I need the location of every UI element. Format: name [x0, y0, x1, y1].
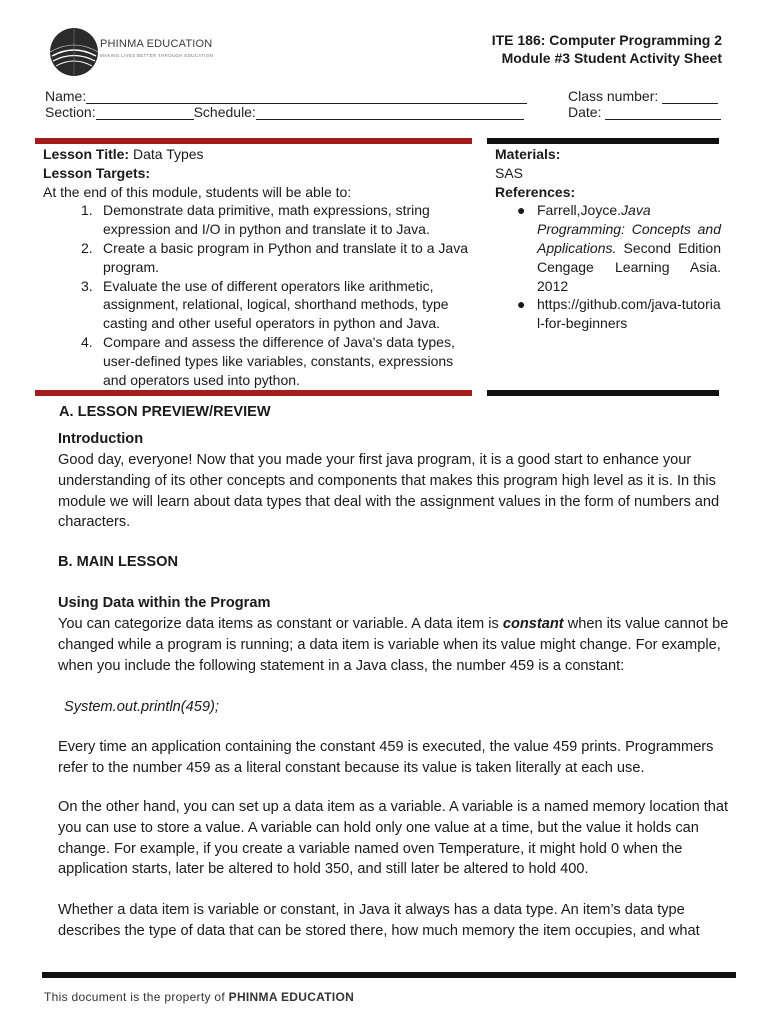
date-label: Date:	[568, 104, 602, 120]
paragraph-constant: You can categorize data items as constant or variable. A data item is constant when its value cannot be changed while a program is running; a data item is variable when its value might change. For example, when you include the following statement in a Java class, the number 459 is a constant:	[58, 616, 729, 674]
module-title: Module #3 Student Activity Sheet	[501, 50, 722, 66]
intro-heading: Introduction	[58, 431, 144, 447]
class-number-line[interactable]	[662, 89, 718, 104]
list-item: ● Farrell,Joyce.Java Programming: Concepts and Applications. Second Edition Cengage Learning Asia. 2012	[517, 202, 721, 294]
section-line[interactable]	[96, 105, 194, 120]
paragraph-literal: Every time an application containing the constant 459 is executed, the value 459 prints. Programmers refer to the number 459 as a literal constant because its value is taken literally at each use.	[58, 739, 714, 776]
logo-name: PHINMA EDUCATION	[100, 38, 213, 50]
paragraph-variable: On the other hand, you can set up a data item as a variable. A variable is a named memory location that you can use to store a value. A variable can hold only one value at a time, but the value it holds can change. For example, if you create a variable named oven Temperature, it might hold 0 when the application starts, later be altered to hold 350, and still later be altered to hold 400.	[58, 799, 729, 878]
bottom-black-bar	[487, 390, 719, 396]
section-label: Section:	[45, 104, 96, 120]
materials-label: Materials:	[495, 146, 561, 162]
list-item: 3. Evaluate the use of different operators like arithmetic, assignment, relational, logical, shorthand methods, type casting and other useful operators in python and Java.	[81, 277, 449, 332]
list-item[interactable]: ● https://github.com/java-tutorial-for-beginners	[517, 296, 721, 332]
references-label: References:	[495, 183, 576, 200]
lesson-info	[43, 145, 473, 389]
logo-tagline: MAKING LIVES BETTER THROUGH EDUCATION	[100, 53, 214, 58]
materials-info	[495, 145, 721, 333]
list-item: 4. Compare and assess the difference of Java's data types, user-defined types like variables, constants, expressions and operators used into python.	[81, 333, 455, 388]
top-red-bar	[35, 138, 472, 144]
list-item: 2. Create a basic program in Python and translate it to a Java program.	[81, 239, 468, 275]
using-data-heading: Using Data within the Program	[58, 595, 271, 611]
section-b-heading: B. MAIN LESSON	[58, 554, 178, 570]
intro-paragraph: Good day, everyone! Now that you made your first java program, it is a good start to enhance your understanding of its other concepts and components that makes this program high level as it is. In this module we will learn about data types that deal with the assignment values in the form of numbers and characters.	[58, 452, 720, 531]
schedule-label: Schedule:	[193, 104, 256, 120]
lesson-intro: At the end of this module, students will be able to:	[43, 183, 352, 200]
section-field	[45, 104, 524, 120]
top-black-bar	[487, 138, 719, 144]
footer-bar	[42, 972, 736, 978]
lesson-title-row	[43, 145, 473, 164]
name-field	[45, 88, 527, 104]
course-title: ITE 186: Computer Programming 2	[491, 32, 722, 48]
lesson-targets-label: Lesson Targets:	[43, 164, 151, 181]
section-a-heading: A. LESSON PREVIEW/REVIEW	[59, 404, 271, 420]
lesson-title-label: Lesson Title:	[43, 146, 130, 162]
references-list	[495, 201, 721, 333]
class-number-label: Class number:	[568, 88, 659, 104]
phinma-logo	[48, 26, 208, 78]
class-number-field	[568, 88, 718, 104]
bullet-icon: ●	[517, 296, 526, 313]
date-field	[568, 104, 721, 120]
name-label: Name:	[45, 88, 87, 104]
lesson-title-value: Data Types	[132, 146, 204, 162]
materials-value: SAS	[495, 164, 524, 181]
targets-list	[43, 201, 473, 389]
bottom-red-bar	[35, 390, 472, 396]
schedule-line[interactable]	[256, 105, 524, 120]
logo-emblem-icon	[48, 26, 100, 78]
bullet-icon: ●	[517, 202, 526, 219]
code-example: System.out.println(459);	[64, 699, 219, 715]
paragraph-data-type: Whether a data item is variable or constant, in Java it always has a data type. An item’s data type describes the type of data that can be stored there, how much memory the item occupies, and what	[58, 902, 700, 939]
footer-text: This document is the property of PHINMA EDUCATION	[44, 990, 355, 1004]
list-item: 1. Demonstrate data primitive, math expressions, string expression and I/O in python and translate it to Java.	[81, 202, 430, 238]
name-line[interactable]	[86, 89, 527, 104]
date-line[interactable]	[605, 105, 721, 120]
